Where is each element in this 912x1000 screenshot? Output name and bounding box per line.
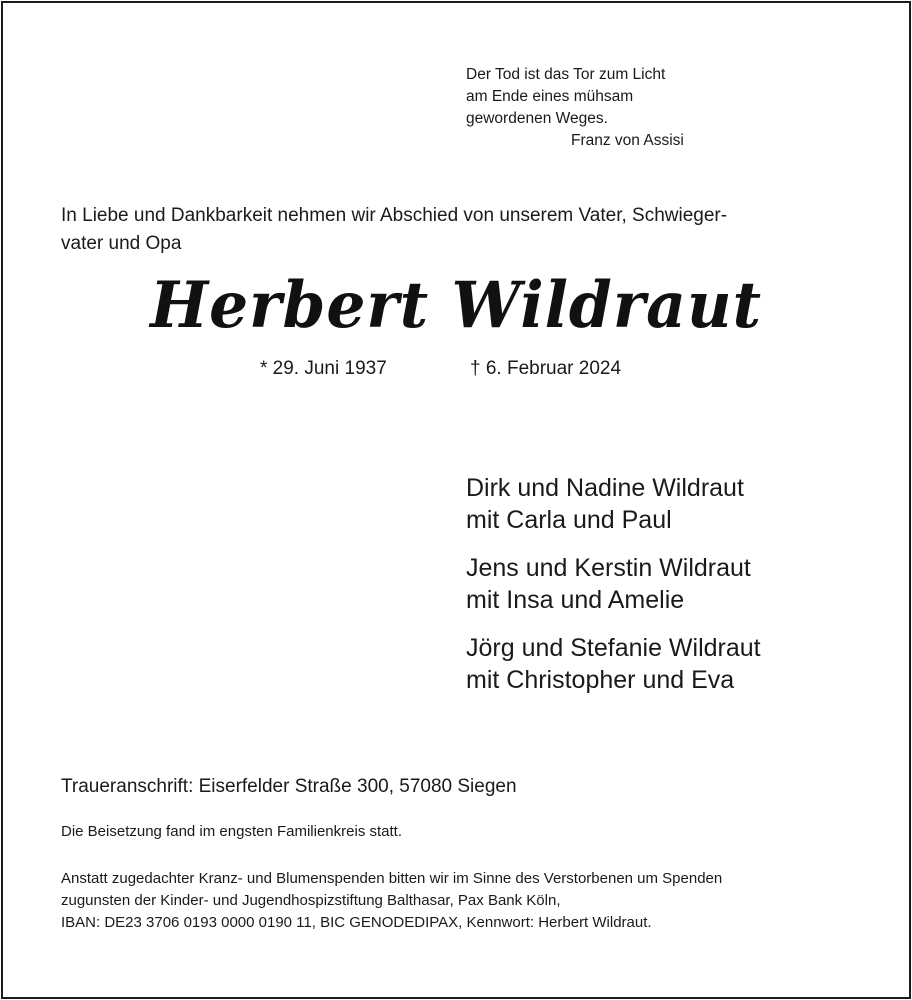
donation-note [61, 868, 722, 934]
birth-date: * 29. Juni 1937 [260, 358, 387, 379]
mourning-address: Traueranschrift: Eiserfelder Straße 300, 57080 Siegen [61, 776, 517, 797]
mourner-children: mit Christopher und Eva [466, 666, 735, 694]
mourner-family [466, 552, 751, 616]
mourner-names: Jens und Kerstin Wildraut [466, 554, 751, 582]
epigraph-quote [466, 64, 684, 152]
mourner-names: Dirk und Nadine Wildraut [466, 474, 744, 502]
donation-line: Anstatt zugedachter Kranz- und Blumenspenden bitten wir im Sinne des Verstorbenen um Spenden [61, 870, 723, 887]
intro-text [61, 202, 727, 258]
donation-line: IBAN: DE23 3706 0193 0000 0190 11, BIC GENODEDIPAX, Kennwort: Herbert Wildraut. [61, 914, 652, 931]
mourner-family [466, 472, 744, 536]
donation-line: zugunsten der Kinder- und Jugendhospizstiftung Balthasar, Pax Bank Köln, [61, 892, 561, 909]
mourner-children: mit Insa und Amelie [466, 586, 685, 614]
quote-author: Franz von Assisi [571, 132, 684, 149]
notice-border [1, 1, 911, 999]
intro-line: In Liebe und Dankbarkeit nehmen wir Abschied von unserem Vater, Schwieger- [61, 205, 728, 226]
mourner-names: Jörg und Stefanie Wildraut [466, 634, 761, 662]
death-date: † 6. Februar 2024 [470, 358, 622, 379]
quote-line: gewordenen Weges. [466, 110, 608, 127]
intro-line: vater und Opa [61, 233, 182, 254]
mourner-children: mit Carla und Paul [466, 506, 672, 534]
burial-note: Die Beisetzung fand im engsten Familienkreis statt. [61, 823, 402, 840]
mourner-family [466, 632, 761, 696]
quote-line: Der Tod ist das Tor zum Licht [466, 66, 666, 83]
quote-line: am Ende eines mühsam [466, 88, 634, 105]
deceased-name: Herbert Wildraut [150, 268, 762, 343]
